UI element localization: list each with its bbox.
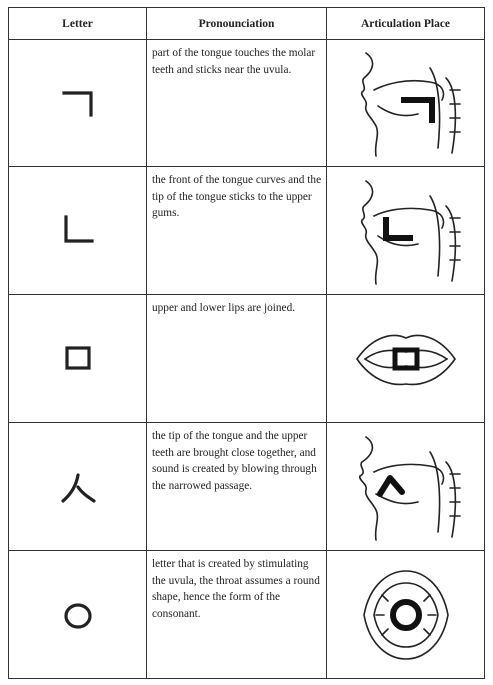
letter-mieum-glyph [58,339,98,379]
letter-cell [9,167,147,295]
table-row [9,295,485,423]
letter-cell [9,295,147,423]
articulation-cell [327,423,485,551]
letter-giyeok-glyph [58,83,98,123]
articulation-cell [327,167,485,295]
letter-ieung-glyph [58,595,98,635]
description-cell: part of the tongue touches the molar teeth and sticks near the uvula. [147,40,327,167]
header-pronunciation: Pronounciation [147,8,327,40]
articulation-cell [327,551,485,679]
table-row [9,423,485,551]
articulation-cell [327,40,485,167]
letter-cell [9,423,147,551]
header-articulation: Articulation Place [327,8,485,40]
consonant-table [8,7,485,679]
mouth-side-profile-icon [346,432,466,542]
description-cell: the tip of the tongue and the upper teeth are brought close together, and sound is created by blowing through the narrowed passage. [147,423,327,551]
mouth-side-profile-icon [346,48,466,158]
description-cell: upper and lower lips are joined. [147,295,327,423]
description-cell: letter that is created by stimulating the uvula, the throat assumes a round shape, hence the form of the consonant. [147,551,327,679]
letter-nieun-glyph [58,211,98,251]
articulation-cell [327,295,485,423]
closed-lips-front-icon [351,324,461,394]
table-row [9,40,485,167]
table-row [9,167,485,295]
header-row [9,8,485,40]
letter-cell [9,551,147,679]
mouth-side-profile-icon [346,176,466,286]
letter-cell [9,40,147,167]
header-letter: Letter [9,8,147,40]
table-row [9,551,485,679]
letter-siot-glyph [58,467,98,507]
description-cell: the front of the tongue curves and the tip of the tongue sticks to the upper gums. [147,167,327,295]
open-throat-front-icon [356,565,456,665]
